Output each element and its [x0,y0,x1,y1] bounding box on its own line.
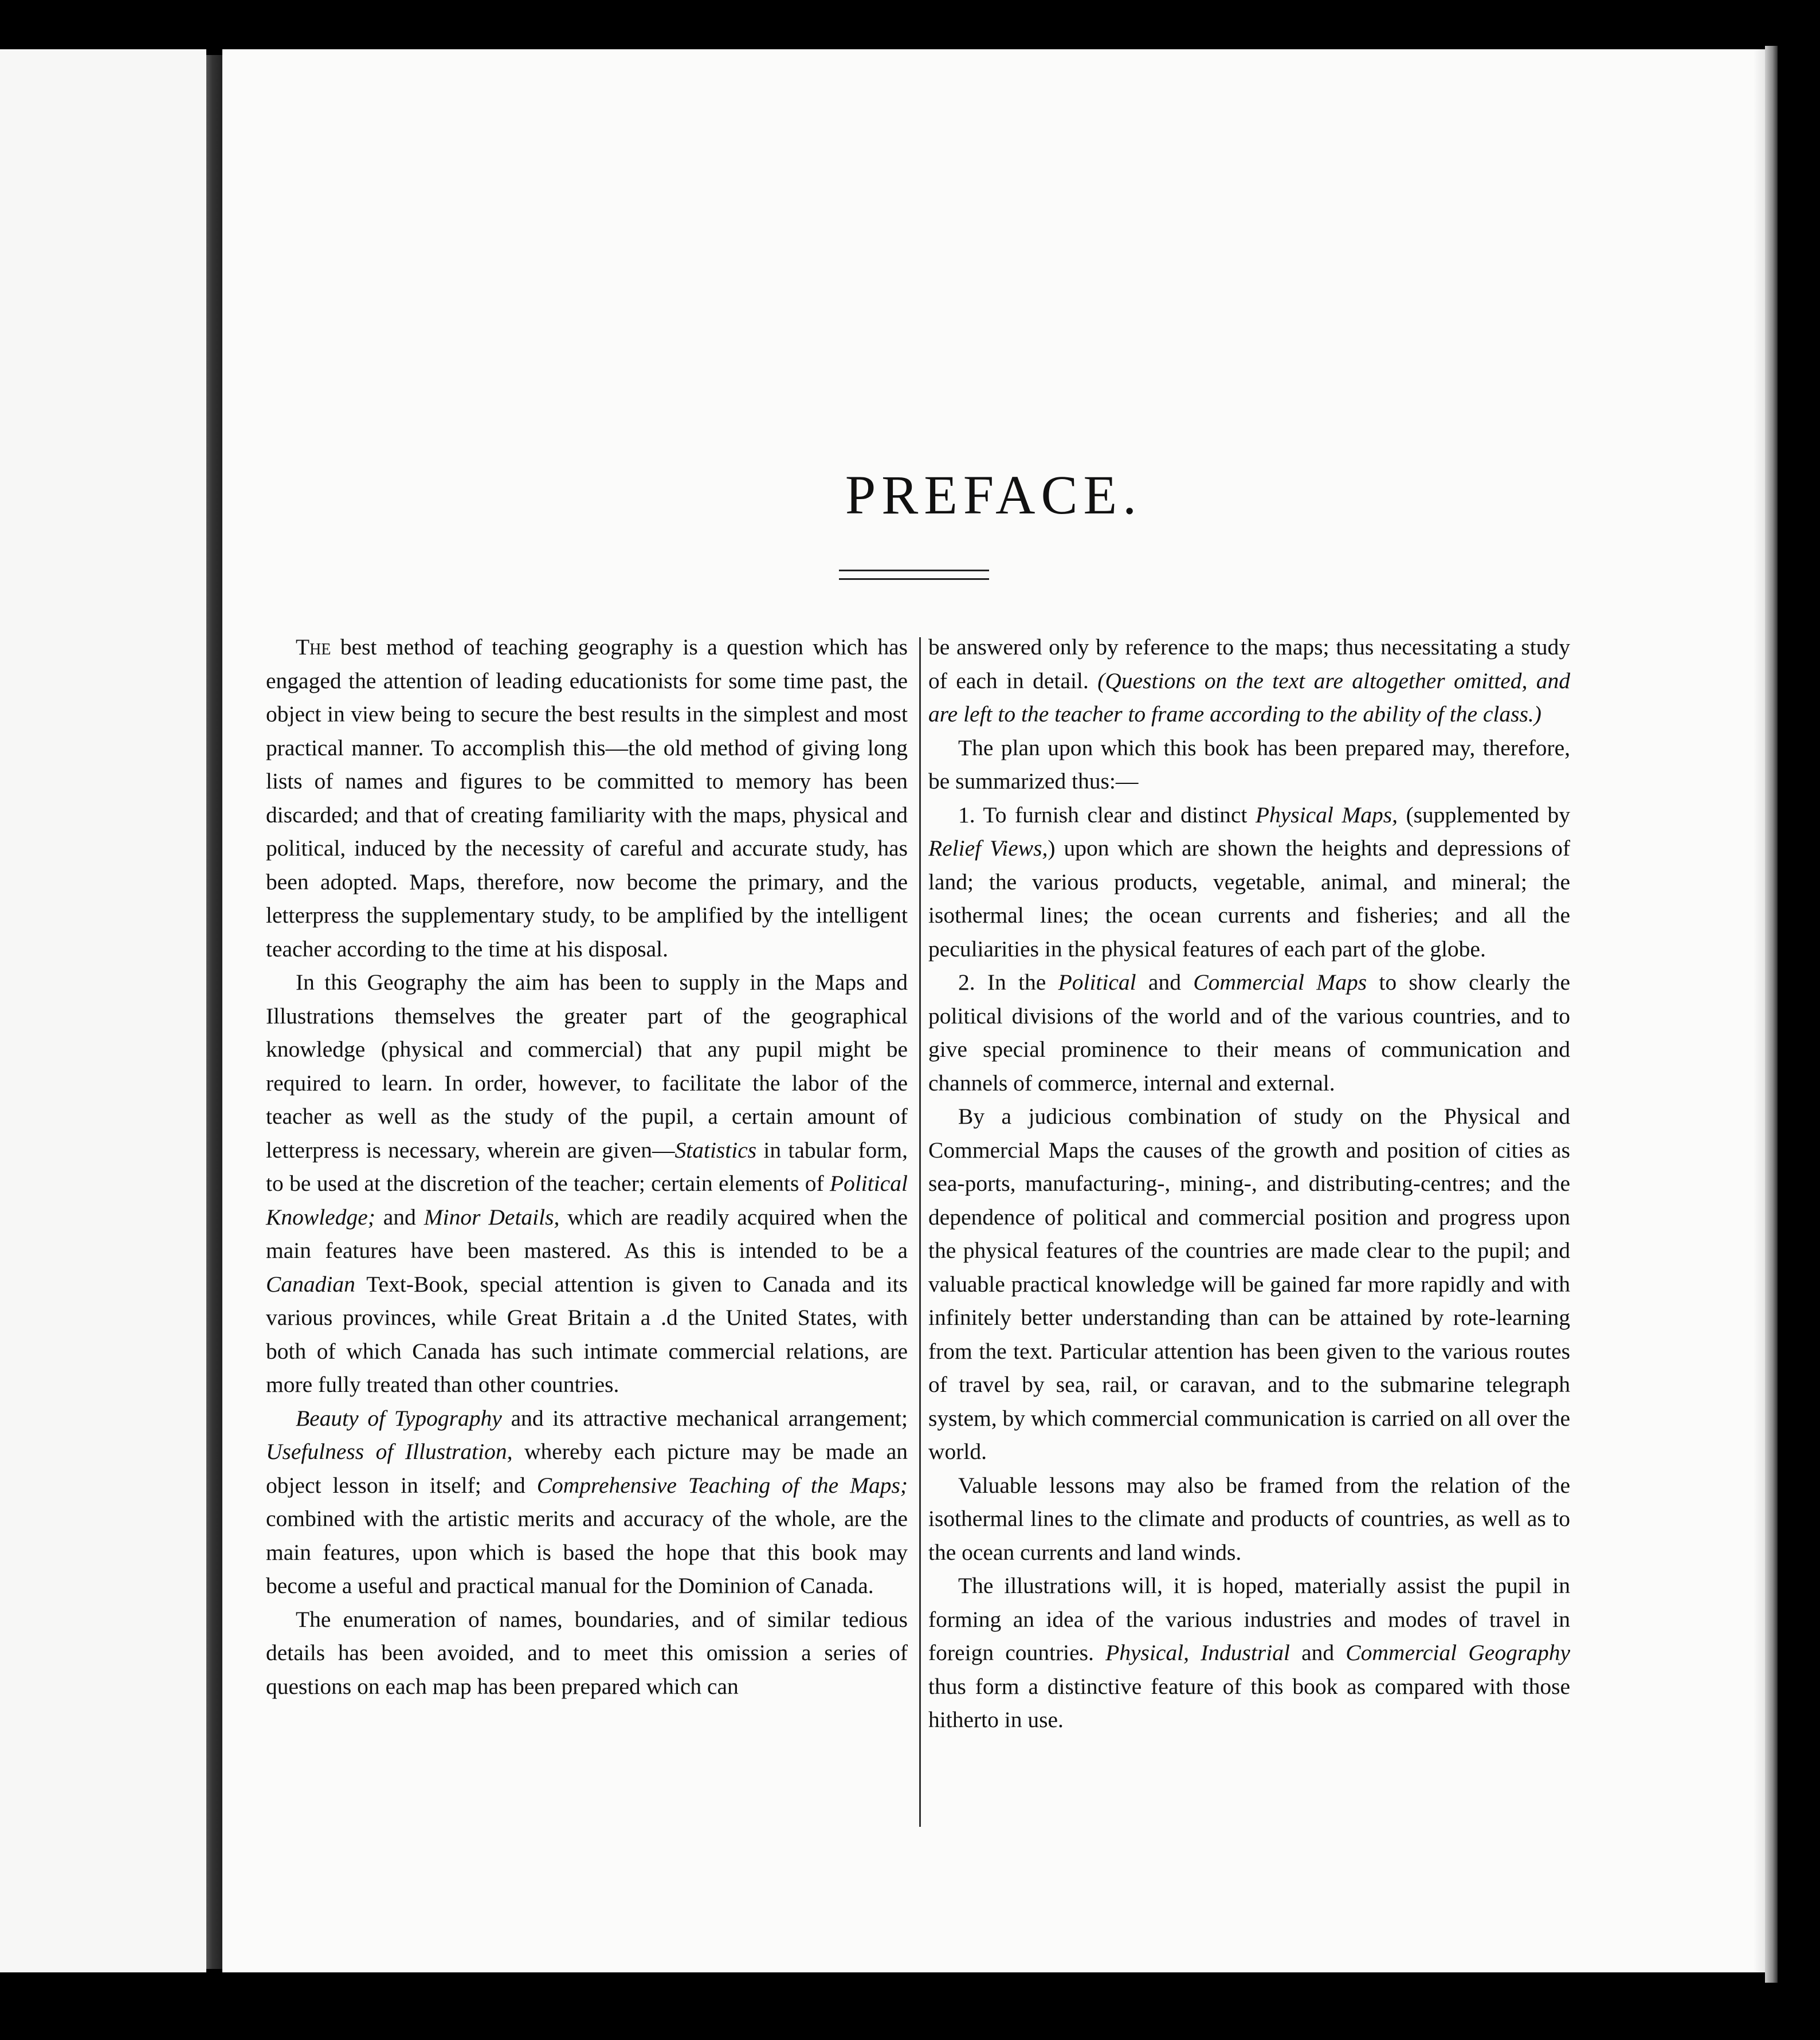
book-binding [206,55,222,1969]
page-right-edge [1754,49,1765,1972]
text-run: to show clearly the political divisions of the world and of the various countries, and to give special prominence to their means of communication and channels of commerce, internal and external. [928,970,1570,1096]
italic-phrase: Commercial Maps [1193,970,1367,995]
page-title: PREFACE. [845,464,1143,525]
text-run: thus form a distinctive feature of this book as compared with those hitherto in use. [928,1673,1570,1732]
paragraph [928,798,1570,966]
text-run: In this Geography the aim has been to supply in the Maps and Illustrations themselves the greater part of the geographical knowledge (physical and commercial) that any pupil might be required to learn. In order, however, to facilitate the labor of the teacher as well as the study of the pupil, a certain amount of letterpress is necessary, wherein are given— [266,970,908,1163]
paragraph [266,1402,908,1603]
text-run: and its attractive mechanical arrangement; [501,1405,908,1431]
text-run: Text-Book, special attention is given to Canada and its various provinces, while Great Britain a .d the United States, with both of which Canada has such intimate commercial relations, are more fully treated than other countries. [266,1271,908,1397]
italic-phrase: (Questions on the text are altogether omitted, and are left to the teacher to frame according to the ability of the class.) [928,668,1571,727]
column-divider [919,637,921,1827]
text-run: 2. In the [958,970,1058,995]
text-run: combined with the artistic merits and accuracy of the whole, are the main features, upon which is based the hope that this book may become a useful and practical manual for the Dominion of Canada. [266,1506,908,1598]
text-run: By a judicious combination of study on the Physical and Commercial Maps the causes of the growth and position of cities as sea-ports, manufacturing-, mining-, and distributing-centres; and the dependence of political and commercial position and progress upon the physical features of the countries are made clear to the pupil; and valuable practical knowledge will be gained far more rapidly and with infinitely better understanding than can be attained by rote-learning from the text. Particular attention has been given to the various routes of travel by sea, rail, or caravan, and to the submarine telegraph system, by which commercial communication is carried on all over the world. [928,1104,1570,1464]
left-page-edge [0,49,206,1972]
text-run: ) upon which are shown the heights and depressions of land; the various products, vegetable, animal, and mineral; the isothermal lines; the ocean currents and fisheries; and all the peculiarities in the physical features of each part of the globe. [928,835,1570,962]
text-run: be answered only by reference to the maps; thus necessitating a study of each in detail. [928,634,1570,693]
paragraph [928,1100,1570,1469]
text-run: The illustrations will, it is hoped, materially assist the pupil in forming an idea of the various industries and modes of travel in foreign countries. [928,1573,1570,1665]
text-run: best method of teaching geography is a question which has engaged the attention of leading educationists for some time past, the object in view being to secure the best results in the simplest and most practical manner. To accomplish this—the old method of giving long lists of names and figures to be committed to memory has been discarded; and that of creating familiarity with the maps, physical and political, induced by the necessity of careful and accurate study, has been adopted. Maps, therefore, now become the primary, and the letterpress the supplementary study, to be amplified by the intelligent teacher according to the time at his disposal. [266,634,908,962]
right-column [928,630,1570,1737]
paragraph [928,630,1570,731]
text-run: and [1289,1640,1346,1665]
paragraph [928,966,1570,1100]
italic-phrase: Physical Maps, [1255,802,1398,827]
text-run: and [1136,970,1194,995]
italic-phrase: Canadian [266,1271,355,1297]
paragraph [928,1569,1570,1737]
text-run: The [296,634,331,660]
left-column [266,630,908,1703]
paragraph [266,630,908,966]
text-run: in tabular form, to be used at the discretion of the teacher; certain elements of [266,1137,908,1196]
italic-phrase: Comprehensive Teaching of the Maps; [536,1472,908,1498]
italic-phrase: Political [1058,970,1136,995]
italic-phrase: Commercial Geography [1346,1640,1570,1665]
page-shadow [1765,46,1778,1983]
text-run: (supplemented by [1398,802,1570,827]
text-run: whereby each picture may be made an object lesson in itself; and [266,1439,908,1498]
italic-phrase: Statistics [674,1137,757,1163]
paragraph [266,966,908,1402]
text-run: and [375,1204,424,1230]
italic-phrase: Minor Details, [423,1204,560,1230]
paragraph [266,1603,908,1704]
italic-phrase: Relief Views, [928,835,1048,861]
title-double-rule [839,570,989,580]
text-run: The enumeration of names, boundaries, and of similar tedious details has been avoided, and to meet this omission a series of questions on each map has been prepared which can [266,1606,908,1699]
italic-phrase: Political Knowledge; [266,1171,908,1230]
italic-phrase: Beauty of Typography [296,1405,502,1431]
text-run: The plan upon which this book has been prepared may, therefore, be summarized thus:— [928,735,1570,794]
italic-phrase: Usefulness of Illustration, [266,1439,513,1464]
text-run: 1. To furnish clear and distinct [958,802,1256,827]
paragraph [928,731,1570,798]
text-run: which are readily acquired when the main features have been mastered. As this is intended to be a [266,1204,908,1263]
text-run: Valuable lessons may also be framed from the relation of the isothermal lines to the climate and products of countries, as well as to the ocean currents and land winds. [928,1472,1570,1565]
italic-phrase: Physical, Industrial [1105,1640,1290,1665]
paragraph [928,1469,1570,1570]
